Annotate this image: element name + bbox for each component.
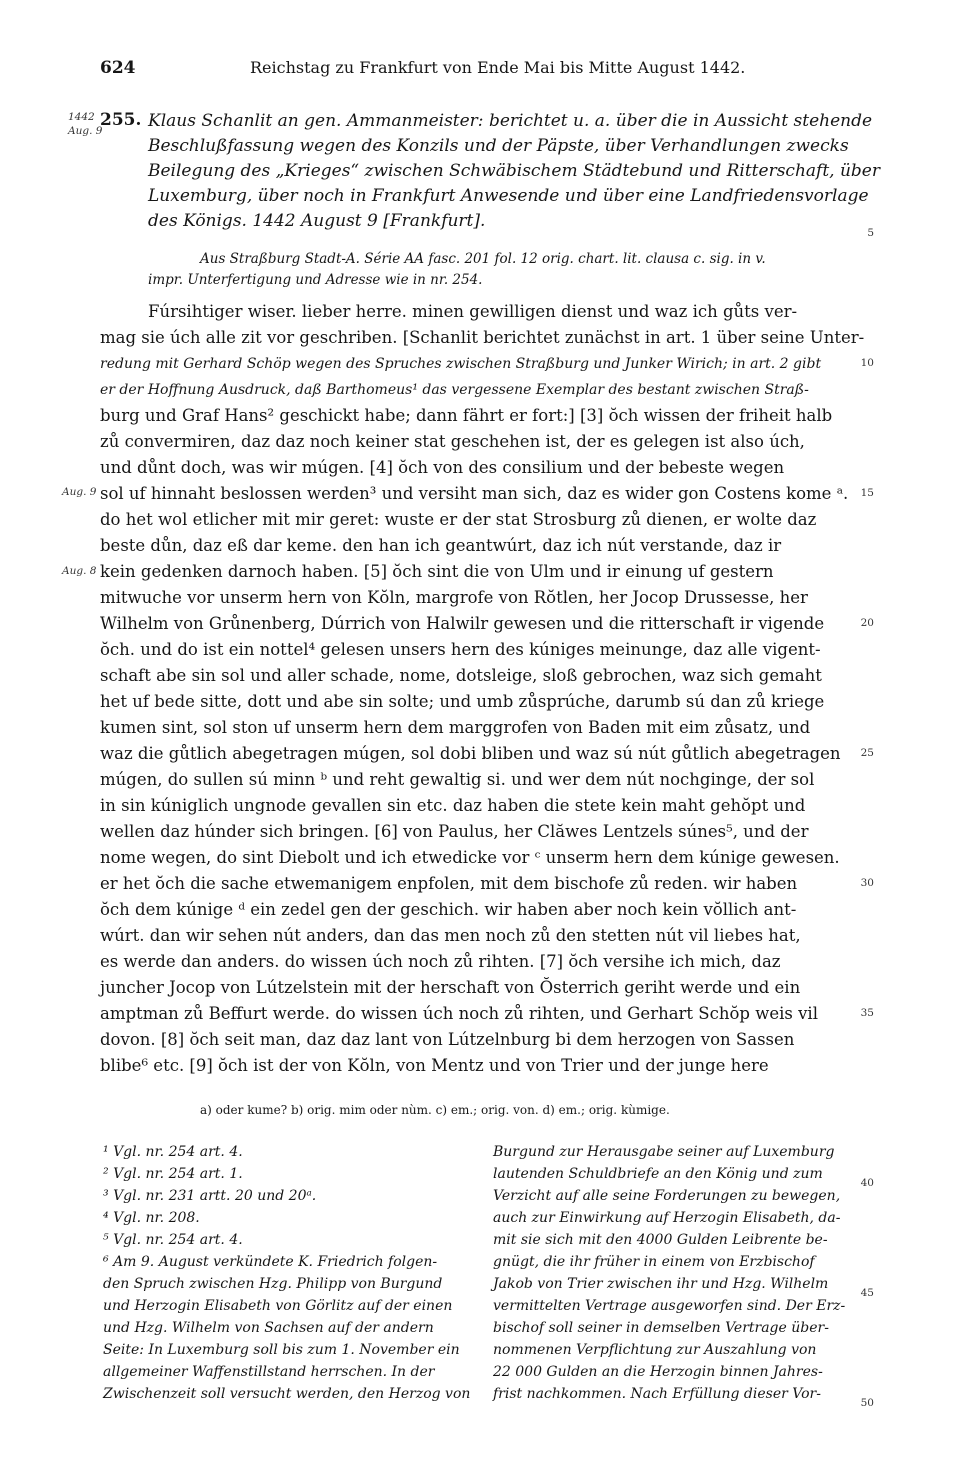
text-line: wellen daz húnder sich bringen. [6] von Paulus, her Clăwes Lentzels súnes⁵, und der [100,822,809,841]
text-line: ŏch. und do ist ein nottel⁴ gelesen unsers hern des kúniges meinunge, daz alle vigent- [100,640,821,659]
footnote-line: und Hzg. Wilhelm von Sachsen auf der andern [103,1320,434,1336]
footnotes-right [493,1141,845,1405]
line-number-35: 35 [860,1007,874,1019]
text-line: do het wol etlicher mit mir geret: wuste er der stat Strosburg zů dienen, er wolte daz [100,510,817,529]
line-number-5: 5 [867,227,874,239]
line-number-10: 10 [860,357,874,369]
regest-line: Klaus Schanlit an gen. Ammanmeister: berichtet u. a. über die in Aussicht stehende [148,111,873,131]
footnote-line: vermittelten Vertrage ausgeworfen sind. Der Erz- [493,1298,846,1314]
text-line: in sin kúniglich ungnode gevallen sin etc. daz haben die stete kein maht gehŏpt und [100,796,806,815]
text-line: waz die gůtlich abegetragen múgen, sol dobi bliben und waz sú nút gůtlich abegetragen [100,744,841,763]
source-note: Aus Straßburg Stadt-A. Série AA fasc. 201 fol. 12 orig. chart. lit. clausa c. sig. in v. [200,251,766,267]
text-line: múgen, do sullen sú minn ᵇ und reht gewaltig si. und wer dem nút nochginge, der sol [100,770,815,789]
text-line: es werde dan anders. do wissen úch noch zů rihten. [7] ŏch versihe ich mich, daz [100,952,781,971]
text-line: zů convermiren, daz daz noch keiner stat geschehen ist, der es gelegen ist also úch, [100,432,805,451]
variant-apparatus: a) oder kume? b) orig. mim oder nùm. c) em.; orig. von. d) em.; orig. kùmige. [200,1103,670,1117]
footnote-line: frist nachkommen. Nach Erfüllung dieser Vor- [493,1386,821,1402]
entry-number: 255. [100,110,142,130]
text-line: nome wegen, do sint Diebolt und ich etwedicke vor ᶜ unserm hern dem kúnige gewesen. [100,848,840,867]
regest-line: Luxemburg, über noch in Frankfurt Anwesende und über eine Landfriedensvorlage [148,186,869,206]
footnote-line: allgemeiner Waffenstillstand herrschen. In der [103,1364,435,1380]
line-number-20: 20 [860,617,874,629]
regest-line: Beschlußfassung wegen des Konzils und der Päpste, über Verhandlungen zwecks [148,136,849,156]
text-line: redung mit Gerhard Schöp wegen des Spruches zwischen Straßburg und Junker Wirich; in art. 2 gibt [100,356,822,372]
text-line: er het ŏch die sache etwemanigem enpfolen, mit dem bischofe zů reden. wir haben [100,874,798,893]
footnote-line: ⁶ Am 9. August verkündete K. Friedrich folgen- [103,1254,438,1270]
line-number-15: 15 [860,487,874,499]
page-number: 624 [100,58,136,78]
footnote-line: den Spruch zwischen Hzg. Philipp von Burgund [103,1276,443,1292]
footnote-line: Verzicht auf alle seine Forderungen zu bewegen, [493,1188,841,1204]
footnotes-left [103,1141,470,1405]
regest-line: des Königs. 1442 August 9 [Frankfurt]. [148,211,486,231]
text-line: und důnt doch, was wir múgen. [4] ŏch von des consilium und der bebeste wegen [100,458,785,477]
text-line: blibe⁶ etc. [9] ŏch ist der von Kŏln, von Mentz und von Trier und der junge here [100,1056,769,1075]
margin-date-aug9: Aug. 9 [62,486,97,498]
text-line: sol uf hinnaht beslossen werden³ und versiht man sich, daz es wider gon Costens kome ᵃ. [100,484,849,503]
regest-line: Beilegung des „Krieges“ zwischen Schwäbischem Städtebund und Ritterschaft, über [148,161,880,181]
text-line: ŏch dem kúnige ᵈ ein zedel gen der geschich. wir haben aber noch kein vŏllich ant- [100,900,797,919]
footnote-line: Jakob von Trier zwischen ihr und Hzg. Wilhelm [493,1276,829,1292]
footnote-line: nommenen Verpflichtung zur Auszahlung von [493,1342,817,1358]
text-line: juncher Jocop von Lútzelstein mit der herschaft von Ŏsterrich geriht werde und ein [100,978,801,997]
text-line: mag sie úch alle zit vor geschriben. [Schanlit berichtet zunächst in art. 1 über seine Unter- [100,328,865,347]
footnote-line: und Herzogin Elisabeth von Görlitz auf der einen [103,1298,453,1314]
footnote-line: 22 000 Gulden an die Herzogin binnen Jahres- [493,1364,823,1380]
running-title: Reichstag zu Frankfurt von Ende Mai bis Mitte August 1442. [250,58,746,77]
source-note: impr. Unterfertigung und Adresse wie in nr. 254. [148,272,483,288]
text-line: kumen sint, sol ston uf unserm hern dem marggrofen von Baden mit eim zůsatz, und [100,718,811,737]
footnote-line: ³ Vgl. nr. 231 artt. 20 und 20ᵃ. [103,1188,317,1204]
text-line: Fúrsihtiger wiser. lieber herre. minen gewilligen dienst und waz ich gůts ver- [148,302,798,321]
footnote-line: gnügt, die ihr früher in einem von Erzbischof [493,1254,815,1270]
line-number-30: 30 [860,877,874,889]
footnote-line: mit sie sich mit den 4000 Gulden Leibrente be- [493,1232,828,1248]
line-number-40: 40 [860,1177,874,1189]
text-line: dovon. [8] ŏch seit man, daz daz lant von Lútzelnburg bi dem herzogen von Sassen [100,1030,795,1049]
text-line: mitwuche vor unserm hern von Kŏln, margrofe von Rŏtlen, her Jocop Drussesse, her [100,588,808,607]
text-line: er der Hoffnung Ausdruck, daß Barthomeus¹ das vergessene Exemplar des bestant zwischen Straß- [100,382,809,398]
line-number-25: 25 [860,747,874,759]
footnote-line: auch zur Einwirkung auf Herzogin Elisabeth, da- [493,1210,841,1226]
text-line: beste důn, daz eß dar keme. den han ich geantwúrt, daz ich nút verstande, daz ir [100,536,782,555]
line-number-50: 50 [860,1397,874,1409]
text-line: amptman zů Beffurt werde. do wissen úch noch zů rihten, und Gerhart Schŏp weis vil [100,1004,818,1023]
footnote-line: bischof soll seiner in demselben Vertrage über- [493,1320,829,1336]
text-line: kein gedenken darnoch haben. [5] ŏch sint die von Ulm und ir einung uf gestern [100,562,774,581]
text-line: wúrt. dan wir sehen nút anders, dan das men noch zů den stetten nút vil liebes hat, [100,926,801,945]
footnote-line: Seite: In Luxemburg soll bis zum 1. November ein [103,1342,460,1358]
footnote-line: ² Vgl. nr. 254 art. 1. [103,1166,243,1182]
margin-date-aug8: Aug. 8 [62,565,97,577]
text-line: Wilhelm von Grůnenberg, Dúrrich von Halwilr gewesen und die ritterschaft ir vigende [100,614,825,633]
footnote-line: lautenden Schuldbriefe an den König und zum [493,1166,823,1182]
footnote-line: Zwischenzeit soll versucht werden, den Herzog von [103,1386,471,1402]
margin-date-year: 1442 [68,111,95,123]
text-line: burg und Graf Hans² geschickt habe; dann fährt er fort:] [3] ŏch wissen der friheit halb [100,406,833,425]
text-line: schaft abe sin sol und aller schade, nome, dotsleige, sloß gebrochen, waz sich gemaht [100,666,822,685]
footnote-line: ⁴ Vgl. nr. 208. [103,1210,200,1226]
margin-date-day: Aug. 9 [68,125,103,137]
text-line: het uf bede sitte, dott und abe sin solte; und umb zůsprúche, darumb sú dan zů kriege [100,692,825,711]
footnote-line: ⁵ Vgl. nr. 254 art. 4. [103,1232,243,1248]
line-number-45: 45 [860,1287,874,1299]
footnote-line: ¹ Vgl. nr. 254 art. 4. [103,1144,243,1160]
footnote-line: Burgund zur Herausgabe seiner auf Luxemburg [493,1144,835,1160]
